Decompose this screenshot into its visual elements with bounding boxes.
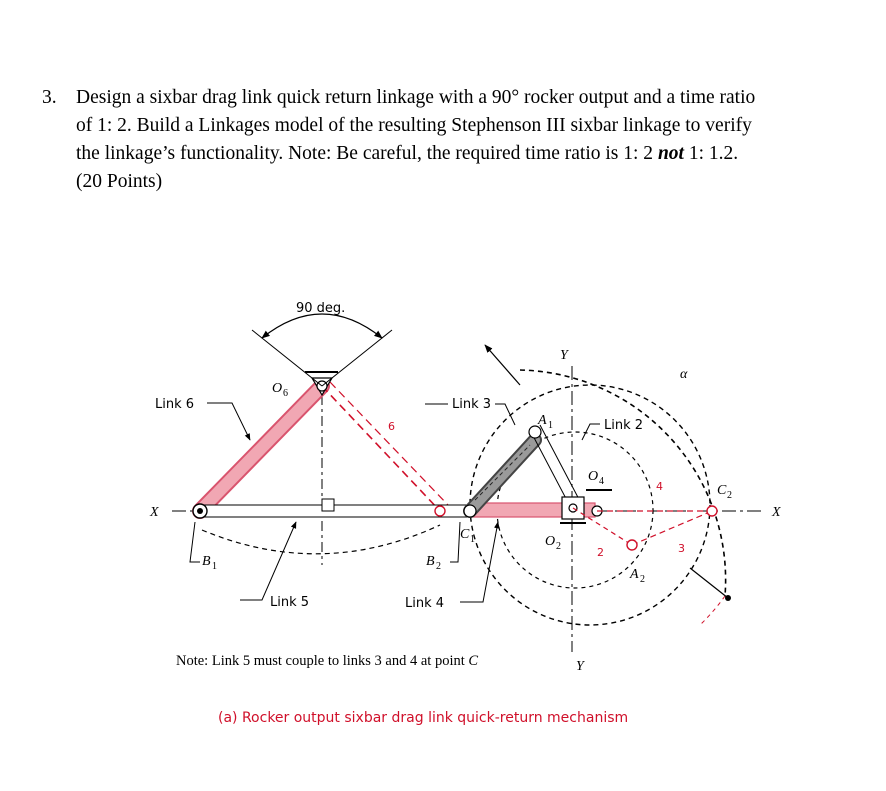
- svg-text:O: O: [272, 381, 283, 396]
- red-number-4: 4: [656, 480, 663, 493]
- problem-line-2: of 1: 2. Build a Linkages model of the resulting Stephenson III sixbar linkage to verify: [76, 115, 752, 136]
- b2-joint: [435, 506, 445, 516]
- link6-label: Link 6: [155, 397, 195, 412]
- problem-number: 3.: [42, 87, 57, 108]
- svg-text:C: C: [460, 527, 470, 542]
- red-number-3: 3: [678, 542, 685, 555]
- problem-line-3-text: the linkage’s functionality. Note: Be careful, the required time ratio is 1: 2: [76, 143, 658, 164]
- c2-joint: [707, 506, 717, 516]
- link3-label: Link 3: [452, 397, 492, 412]
- link6-alt-position-2: [330, 382, 448, 505]
- angle-90-ray-right: [322, 330, 392, 386]
- svg-text:C: C: [717, 483, 727, 498]
- x-axis-label-right: X: [772, 505, 781, 520]
- svg-text:A: A: [538, 413, 547, 428]
- link4-label: Link 4: [405, 596, 445, 611]
- link5-leader: [240, 522, 296, 600]
- link6-fill: [200, 386, 322, 511]
- alpha-ray-top: [485, 345, 520, 385]
- red-number-6: 6: [388, 420, 395, 433]
- problem-line-4: (20 Points): [76, 171, 163, 192]
- problem-line-1: Design a sixbar drag link quick return linkage with a 90° rocker output and a time ratio: [76, 87, 756, 108]
- o6-label: [272, 381, 288, 399]
- angle-90-ray-left: [252, 330, 322, 386]
- svg-text:4: 4: [599, 476, 604, 487]
- svg-text:1: 1: [212, 561, 217, 572]
- red-link-2: [573, 508, 632, 545]
- figure-caption: (a) Rocker output sixbar drag link quick-return mechanism: [218, 710, 629, 726]
- x-axis-label-left: X: [150, 505, 159, 520]
- link5-bar: [200, 505, 470, 517]
- link5-label: Link 5: [270, 595, 310, 610]
- link6-alt-position: [322, 386, 440, 511]
- link2-leader: [582, 424, 600, 440]
- problem-line-3-end: 1: 1.2.: [683, 143, 739, 164]
- c1-joint: [464, 505, 476, 517]
- note-point: C: [468, 653, 479, 669]
- link3-gray-fill: [470, 440, 535, 511]
- o4-label: [588, 469, 604, 487]
- b-path-arc: [202, 525, 440, 554]
- svg-text:1: 1: [548, 420, 553, 431]
- svg-text:A: A: [630, 567, 639, 582]
- link2-label: Link 2: [604, 418, 644, 433]
- svg-text:O: O: [588, 469, 599, 484]
- red-link-3: [632, 511, 712, 545]
- b1-label: [202, 554, 217, 572]
- svg-text:B: B: [426, 554, 435, 569]
- svg-text:1: 1: [470, 534, 475, 545]
- y-axis-label-bottom: Y: [576, 659, 584, 674]
- red-number-2: 2: [597, 546, 604, 559]
- note: [176, 653, 478, 669]
- b1-joint-inner: [197, 508, 203, 514]
- svg-text:6: 6: [283, 388, 288, 399]
- svg-text:B: B: [202, 554, 211, 569]
- problem-emphasis-not: not: [657, 143, 684, 164]
- link6-leader: [207, 403, 250, 440]
- angle-90-label: 90 deg.: [296, 301, 346, 316]
- y-axis-label-top: Y: [560, 348, 568, 363]
- alpha-arc: [520, 370, 726, 596]
- alpha-ray-bottom: [690, 568, 728, 598]
- alpha-label: α: [680, 367, 688, 382]
- link3-outline-b: [540, 425, 582, 505]
- angle-90-arc: [262, 314, 382, 338]
- svg-text:2: 2: [556, 541, 561, 552]
- svg-text:2: 2: [640, 574, 645, 585]
- svg-text:2: 2: [727, 490, 732, 501]
- note-text: Note: Link 5 must couple to links 3 and 4 at point: [176, 653, 469, 669]
- link5-bar-stub: [322, 499, 334, 511]
- red-arc: [700, 596, 725, 625]
- b2-leader: [450, 522, 460, 562]
- a2-label: [629, 567, 645, 585]
- o2-label: [545, 534, 561, 552]
- b2-label: [426, 554, 441, 572]
- alpha-ray-end-dot: [725, 595, 731, 601]
- svg-text:Note: Link 5 must couple to l: [176, 653, 478, 669]
- svg-text:O: O: [545, 534, 556, 549]
- c2-label: [717, 483, 732, 501]
- svg-text:2: 2: [436, 561, 441, 572]
- b1-leader: [190, 522, 200, 562]
- a2-joint: [627, 540, 637, 550]
